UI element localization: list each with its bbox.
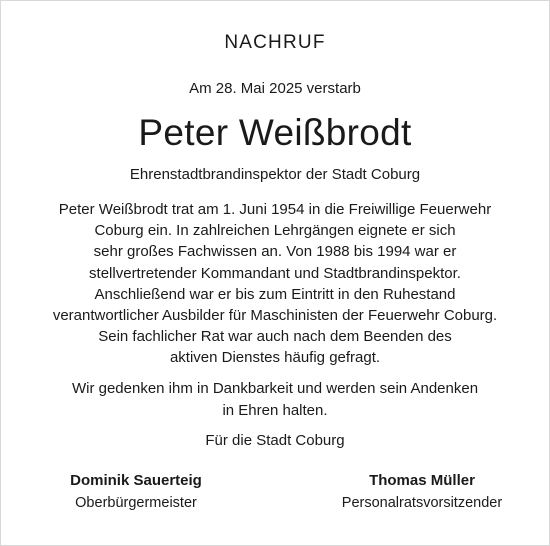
closing-line: Wir gedenken ihm in Dankbarkeit und werden sein Andenken [71, 380, 479, 397]
obituary-body [0, 199, 550, 369]
signatory-title: Oberbürgermeister [75, 495, 197, 511]
body-line: sehr großes Fachwissen an. Von 1988 bis 1994 war er [93, 243, 457, 261]
death-date-line: Am 28. Mai 2025 verstarb [189, 80, 361, 97]
obituary-heading: NACHRUF [224, 32, 326, 53]
closing-line: in Ehren halten. [222, 401, 328, 419]
signatory-title: Personalratsvorsitzender [341, 495, 503, 511]
body-line: Coburg ein. In zahlreichen Lehrgängen eignete er sich [94, 222, 456, 240]
closing-text [0, 378, 550, 421]
deceased-name: Peter Weißbrodt [138, 112, 412, 153]
body-line: Sein fachlicher Rat war auch nach dem Beenden des [98, 328, 452, 346]
signatory-left [36, 470, 236, 514]
body-line: aktiven Dienstes häufig gefragt. [169, 349, 381, 367]
deceased-rank: Ehrenstadtbrandinspektor der Stadt Coburg [129, 166, 421, 183]
signatory-right [316, 470, 528, 514]
body-line: Peter Weißbrodt trat am 1. Juni 1954 in die Freiwillige Feuerwehr [58, 201, 492, 218]
on-behalf-line: Für die Stadt Coburg [205, 432, 345, 449]
signatory-name: Thomas Müller [369, 472, 475, 489]
body-line: verantwortlicher Ausbilder für Maschinisten der Feuerwehr Coburg. [52, 307, 498, 325]
body-line: Anschließend war er bis zum Eintritt in den Ruhestand [94, 285, 456, 303]
body-line: stellvertretender Kommandant und Stadtbrandinspektor. [89, 264, 461, 282]
signatory-name: Dominik Sauerteig [70, 472, 202, 489]
